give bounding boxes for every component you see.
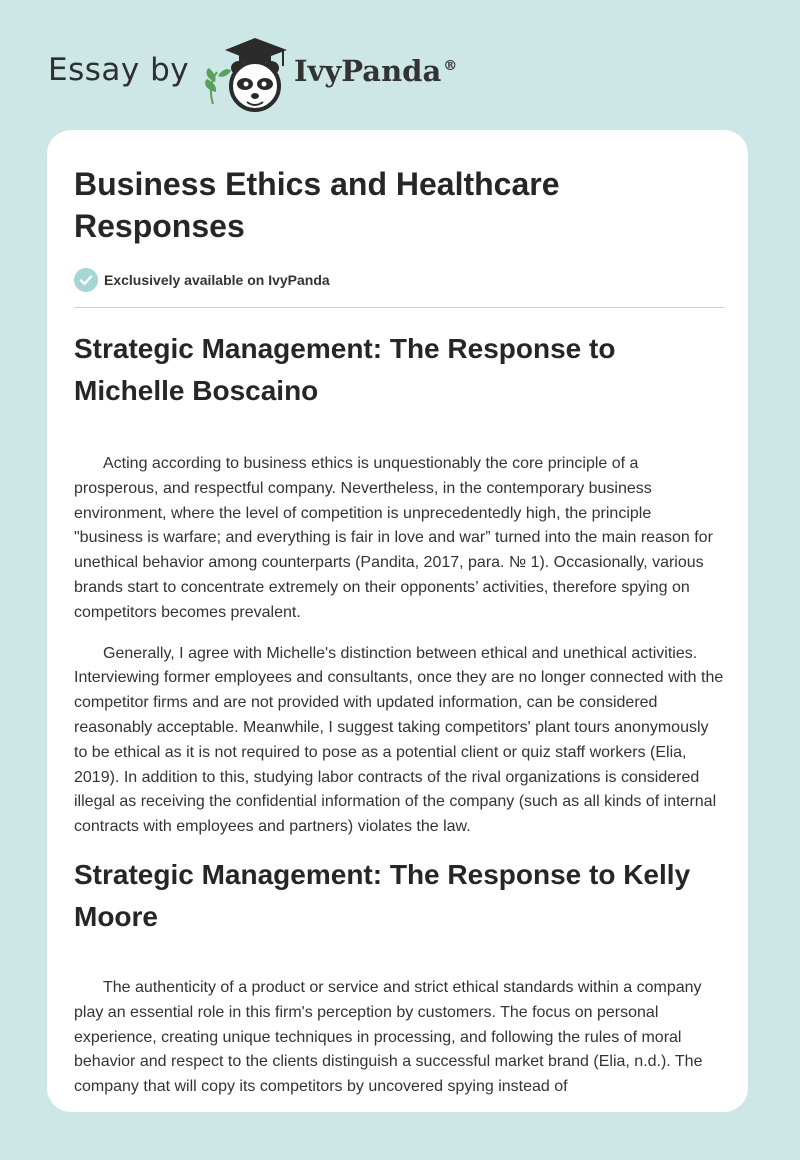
- essay-by-label: Essay by: [48, 52, 190, 88]
- brand-name[interactable]: IvyPanda ®: [294, 54, 458, 88]
- paragraph: Generally, I agree with Michelle's distinction between ethical and unethical activities. Interviewing former employees and consultants, once they are no longer connected with the competitor firms and are not provided with updated information, can be considered reasonably acceptable. Meanwhile, I suggest taking competitors' plant tours anonymously to be ethical as it is not required to pose as a potential client or quiz staff workers (Elia, 2019). In addition to this, studying labor contracts of the rival organizations is considered illegal as receiving the confidential information of the company (such as all kinds of internal contracts with employees and partners) violates the law.: [74, 644, 724, 836]
- document-title: Business Ethics and Healthcare Responses: [74, 166, 560, 244]
- paragraph: The authenticity of a product or service and strict ethical standards within a company play an essential role in this firm's perception by customers. The focus on personal experience, creating unique techniques in processing, and following the rules of moral behavior and respect to the clients distinguish a successful market brand (Elia, n.d.). The company that will copy its competitors by uncovered spying instead of: [74, 978, 703, 1096]
- panda-logo-icon[interactable]: [203, 34, 293, 119]
- section-heading: Strategic Management: The Response to Kelly Moore: [74, 858, 691, 932]
- badge-label: Exclusively available on IvyPanda: [104, 272, 330, 288]
- site-header: [48, 30, 548, 110]
- section-heading: Strategic Management: The Response to Michelle Boscaino: [74, 333, 616, 406]
- paragraph: Acting according to business ethics is unquestionably the core principle of a prosperous, and respectful company. Nevertheless, in the contemporary business environment, where the level of competition is unprecedentedly high, the principle "business is warfare; and everything is fair in love and war” turned into the main reason for unethical behavior among counterparts (Pandita, 2017, para. № 1). Occasionally, various brands start to concentrate extremely on their opponents’ activities, therefore spying on competitors becomes prevalent.: [74, 455, 713, 621]
- check-icon: [74, 268, 98, 292]
- leaf-icon: [205, 68, 231, 104]
- essay-card: [47, 130, 748, 1112]
- exclusive-badge: [74, 265, 724, 295]
- title-divider: [74, 307, 724, 308]
